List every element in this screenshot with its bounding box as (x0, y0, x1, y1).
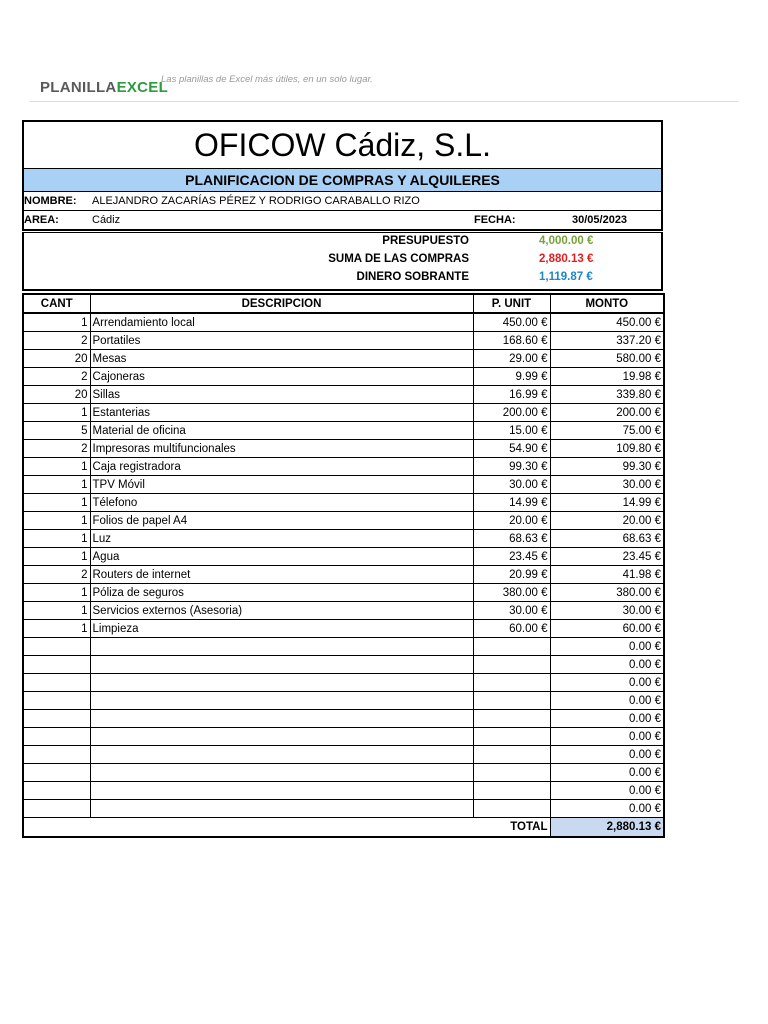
monto-cell[interactable]: 41.98 € (550, 566, 664, 584)
cant-cell[interactable] (23, 638, 90, 656)
sheet-subtitle: PLANIFICACION DE COMPRAS Y ALQUILERES (22, 169, 663, 192)
total-value[interactable]: 2,880.13 € (550, 818, 664, 838)
cant-cell[interactable]: 1 (23, 530, 90, 548)
punit-cell[interactable]: 60.00 € (473, 620, 550, 638)
punit-cell[interactable] (473, 728, 550, 746)
cant-cell[interactable]: 5 (23, 422, 90, 440)
cant-cell[interactable]: 2 (23, 368, 90, 386)
brand-logo-part1: PLANILLA (40, 79, 117, 96)
descripcion-cell[interactable]: Póliza de seguros (90, 584, 473, 602)
descripcion-cell[interactable] (90, 746, 473, 764)
fecha-value[interactable]: 30/05/2023 (572, 214, 628, 226)
descripcion-cell[interactable]: Cajoneras (90, 368, 473, 386)
monto-cell[interactable]: 0.00 € (550, 674, 664, 692)
descripcion-cell[interactable]: Material de oficina (90, 422, 473, 440)
monto-cell[interactable]: 337.20 € (550, 332, 664, 350)
descripcion-cell[interactable]: Limpieza (90, 620, 473, 638)
cant-cell[interactable] (23, 710, 90, 728)
budget-summary (22, 232, 663, 291)
cant-cell[interactable]: 2 (23, 332, 90, 350)
cant-cell[interactable]: 1 (23, 313, 90, 332)
punit-cell[interactable]: 380.00 € (473, 584, 550, 602)
table-row (23, 512, 664, 530)
total-blank-cell (23, 818, 90, 838)
table-row (23, 710, 664, 728)
table-row (23, 440, 664, 458)
cant-cell[interactable] (23, 728, 90, 746)
descripcion-cell[interactable] (90, 692, 473, 710)
table-row (23, 728, 664, 746)
punit-cell[interactable]: 23.45 € (473, 548, 550, 566)
cant-cell[interactable] (23, 674, 90, 692)
punit-cell[interactable]: 20.99 € (473, 566, 550, 584)
column-header-monto: MONTO (550, 294, 664, 313)
nombre-label: NOMBRE: (24, 195, 77, 207)
suma-row (24, 253, 661, 271)
punit-cell[interactable]: 9.99 € (473, 368, 550, 386)
punit-cell[interactable]: 29.00 € (473, 350, 550, 368)
descripcion-cell[interactable] (90, 710, 473, 728)
punit-cell[interactable] (473, 674, 550, 692)
descripcion-cell[interactable] (90, 638, 473, 656)
cant-cell[interactable]: 20 (23, 386, 90, 404)
cant-cell[interactable]: 1 (23, 512, 90, 530)
descripcion-cell[interactable]: Servicios externos (Asesoria) (90, 602, 473, 620)
punit-cell[interactable] (473, 710, 550, 728)
company-title: OFICOW Cádiz, S.L. (22, 120, 663, 169)
table-row (23, 674, 664, 692)
punit-cell[interactable]: 450.00 € (473, 313, 550, 332)
total-row (23, 818, 664, 838)
monto-cell[interactable]: 60.00 € (550, 620, 664, 638)
punit-cell[interactable]: 15.00 € (473, 422, 550, 440)
table-row (23, 494, 664, 512)
nombre-value[interactable]: ALEJANDRO ZACARÍAS PÉREZ Y RODRIGO CARABALLO RIZO (92, 195, 420, 207)
monto-cell[interactable]: 339.80 € (550, 386, 664, 404)
cant-cell[interactable]: 1 (23, 476, 90, 494)
descripcion-cell[interactable] (90, 674, 473, 692)
punit-cell[interactable]: 14.99 € (473, 494, 550, 512)
punit-cell[interactable] (473, 764, 550, 782)
punit-cell[interactable]: 200.00 € (473, 404, 550, 422)
area-label: AREA: (24, 214, 59, 226)
punit-cell[interactable]: 54.90 € (473, 440, 550, 458)
monto-cell[interactable]: 99.30 € (550, 458, 664, 476)
punit-cell[interactable]: 168.60 € (473, 332, 550, 350)
suma-label: SUMA DE LAS COMPRAS (328, 253, 469, 265)
punit-cell[interactable]: 68.63 € (473, 530, 550, 548)
descripcion-cell[interactable]: Luz (90, 530, 473, 548)
table-row (23, 386, 664, 404)
table-row (23, 638, 664, 656)
table-row (23, 332, 664, 350)
table-row (23, 548, 664, 566)
fecha-label: FECHA: (474, 214, 516, 226)
cant-cell[interactable]: 1 (23, 404, 90, 422)
monto-cell[interactable]: 0.00 € (550, 710, 664, 728)
total-label: TOTAL (473, 818, 550, 838)
monto-cell[interactable]: 450.00 € (550, 313, 664, 332)
descripcion-cell[interactable]: Estanterias (90, 404, 473, 422)
monto-cell[interactable]: 0.00 € (550, 764, 664, 782)
presupuesto-label: PRESUPUESTO (382, 235, 469, 247)
table-row (23, 313, 664, 332)
cant-cell[interactable]: 2 (23, 566, 90, 584)
table-row (23, 602, 664, 620)
presupuesto-value[interactable]: 4,000.00 € (539, 235, 594, 247)
descripcion-cell[interactable]: Folios de papel A4 (90, 512, 473, 530)
descripcion-cell[interactable]: Télefono (90, 494, 473, 512)
sobrante-row (24, 271, 661, 289)
monto-cell[interactable]: 0.00 € (550, 638, 664, 656)
table-row (23, 476, 664, 494)
table-row (23, 566, 664, 584)
info-block (22, 192, 663, 231)
cant-cell[interactable] (23, 764, 90, 782)
descripcion-cell[interactable]: Mesas (90, 350, 473, 368)
sobrante-value[interactable]: 1,119.87 € (539, 271, 593, 283)
monto-cell[interactable]: 14.99 € (550, 494, 664, 512)
monto-cell[interactable]: 23.45 € (550, 548, 664, 566)
monto-cell[interactable]: 0.00 € (550, 656, 664, 674)
total-blank-cell (90, 818, 473, 838)
table-body (23, 313, 664, 818)
brand-tagline: Las planillas de Excel más útiles, en un solo lugar. (161, 74, 373, 85)
monto-cell[interactable]: 380.00 € (550, 584, 664, 602)
monto-cell[interactable]: 580.00 € (550, 350, 664, 368)
cant-cell[interactable] (23, 746, 90, 764)
table-row (23, 692, 664, 710)
monto-cell[interactable]: 68.63 € (550, 530, 664, 548)
monto-cell[interactable]: 19.98 € (550, 368, 664, 386)
punit-cell[interactable]: 99.30 € (473, 458, 550, 476)
table-row (23, 404, 664, 422)
items-table (22, 293, 665, 838)
monto-cell[interactable]: 75.00 € (550, 422, 664, 440)
cant-cell[interactable] (23, 656, 90, 674)
cant-cell[interactable] (23, 800, 90, 818)
punit-cell[interactable]: 20.00 € (473, 512, 550, 530)
cant-cell[interactable]: 20 (23, 350, 90, 368)
table-row (23, 422, 664, 440)
table-row (23, 620, 664, 638)
punit-cell[interactable] (473, 800, 550, 818)
sobrante-label: DINERO SOBRANTE (356, 271, 469, 283)
table-row (23, 782, 664, 800)
table-row (23, 656, 664, 674)
descripcion-cell[interactable]: TPV Móvil (90, 476, 473, 494)
cant-cell[interactable]: 1 (23, 494, 90, 512)
cant-cell[interactable] (23, 692, 90, 710)
descripcion-cell[interactable]: Sillas (90, 386, 473, 404)
table-row (23, 458, 664, 476)
descripcion-cell[interactable]: Routers de internet (90, 566, 473, 584)
monto-cell[interactable]: 0.00 € (550, 728, 664, 746)
punit-cell[interactable] (473, 638, 550, 656)
column-header-punit: P. UNIT (473, 294, 550, 313)
descripcion-cell[interactable]: Arrendamiento local (90, 313, 473, 332)
descripcion-cell[interactable] (90, 656, 473, 674)
table-row (23, 800, 664, 818)
brand-logo[interactable] (40, 74, 168, 96)
table-row (23, 368, 664, 386)
nombre-row (24, 192, 661, 211)
column-header-cant: CANT (23, 294, 90, 313)
cant-cell[interactable]: 1 (23, 548, 90, 566)
table-row (23, 584, 664, 602)
monto-cell[interactable]: 20.00 € (550, 512, 664, 530)
punit-cell[interactable] (473, 692, 550, 710)
punit-cell[interactable]: 30.00 € (473, 476, 550, 494)
punit-cell[interactable] (473, 656, 550, 674)
area-row (24, 211, 661, 231)
descripcion-cell[interactable] (90, 728, 473, 746)
table-header-row (23, 294, 664, 313)
column-header-descripcion: DESCRIPCION (90, 294, 473, 313)
descripcion-cell[interactable]: Impresoras multifuncionales (90, 440, 473, 458)
monto-cell[interactable]: 109.80 € (550, 440, 664, 458)
table-row (23, 746, 664, 764)
monto-cell[interactable]: 0.00 € (550, 800, 664, 818)
table-row (23, 764, 664, 782)
punit-cell[interactable]: 16.99 € (473, 386, 550, 404)
punit-cell[interactable] (473, 746, 550, 764)
monto-cell[interactable]: 0.00 € (550, 782, 664, 800)
brand-logo-part2: EXCEL (116, 79, 169, 96)
monto-cell[interactable]: 30.00 € (550, 476, 664, 494)
cant-cell[interactable]: 2 (23, 440, 90, 458)
descripcion-cell[interactable] (90, 800, 473, 818)
cant-cell[interactable]: 1 (23, 620, 90, 638)
monto-cell[interactable]: 0.00 € (550, 746, 664, 764)
descripcion-cell[interactable] (90, 764, 473, 782)
header-divider (30, 101, 738, 102)
table-row (23, 350, 664, 368)
descripcion-cell[interactable]: Caja registradora (90, 458, 473, 476)
descripcion-cell[interactable]: Agua (90, 548, 473, 566)
presupuesto-row (24, 235, 661, 253)
cant-cell[interactable] (23, 782, 90, 800)
punit-cell[interactable] (473, 782, 550, 800)
cant-cell[interactable]: 1 (23, 584, 90, 602)
table-row (23, 530, 664, 548)
spreadsheet (22, 120, 663, 838)
punit-cell[interactable]: 30.00 € (473, 602, 550, 620)
monto-cell[interactable]: 0.00 € (550, 692, 664, 710)
monto-cell[interactable]: 200.00 € (550, 404, 664, 422)
cant-cell[interactable]: 1 (23, 458, 90, 476)
cant-cell[interactable]: 1 (23, 602, 90, 620)
suma-value[interactable]: 2,880.13 € (539, 253, 594, 265)
descripcion-cell[interactable] (90, 782, 473, 800)
area-value[interactable]: Cádiz (92, 214, 121, 226)
monto-cell[interactable]: 30.00 € (550, 602, 664, 620)
descripcion-cell[interactable]: Portatiles (90, 332, 473, 350)
